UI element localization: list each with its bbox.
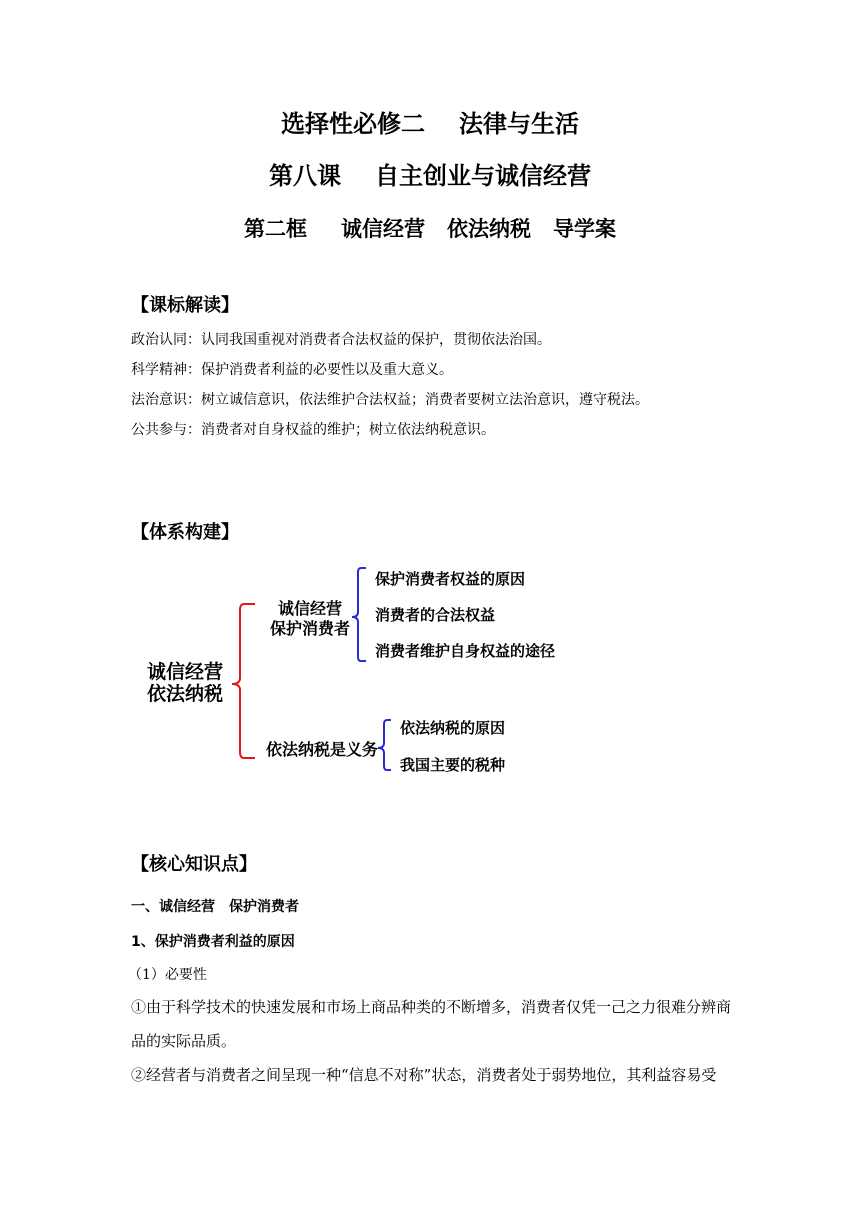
standards-item: 政治认同：认同我国重视对消费者合法权益的保护，贯彻依法治国。 <box>131 332 551 348</box>
branch1-label-2: 保护消费者 <box>269 619 351 638</box>
standards-item: 科学精神：保护消费者利益的必要性以及重大意义。 <box>131 362 453 378</box>
system-heading: 【体系构建】 <box>131 522 239 543</box>
branch1-label-1: 诚信经营 <box>277 599 343 618</box>
standards-heading: 【课标解读】 <box>131 295 239 316</box>
title-frame-name-b: 依法纳税 <box>447 217 531 241</box>
branch1-item: 消费者的合法权益 <box>375 606 496 624</box>
branch1-bracket <box>352 568 366 661</box>
core-subsection-1: 1、保护消费者利益的原因 <box>131 934 295 950</box>
title-subject: 法律与生活 <box>459 110 579 138</box>
core-paragraph-2-line-1: ②经营者与消费者之间呈现一种“信息不对称”状态，消费者处于弱势地位，其利益容易受 <box>131 1066 717 1084</box>
root-label-1: 诚信经营 <box>146 661 224 683</box>
core-paragraph-1-line-2: 品的实际品质。 <box>131 1032 237 1050</box>
branch2-label: 依法纳税是义务 <box>265 740 379 759</box>
root-bracket <box>232 604 255 758</box>
branch2-item: 依法纳税的原因 <box>400 719 506 737</box>
branch1-item: 保护消费者权益的原因 <box>375 570 526 588</box>
branch2-item: 我国主要的税种 <box>400 756 506 774</box>
standards-item: 公共参与：消费者对自身权益的维护；树立依法纳税意识。 <box>131 422 495 438</box>
branch1-item: 消费者维护自身权益的途径 <box>375 642 556 660</box>
title-frame-name-a: 诚信经营 <box>341 217 425 241</box>
core-heading: 【核心知识点】 <box>131 854 257 875</box>
root-label-2: 依法纳税 <box>146 683 224 705</box>
title-lesson-name: 自主创业与诚信经营 <box>375 162 591 190</box>
title-course: 选择性必修二 <box>281 110 425 138</box>
core-section-1: 一、诚信经营 保护消费者 <box>131 899 299 915</box>
branch2-bracket <box>378 720 391 770</box>
title-lesson: 第八课 <box>269 162 341 190</box>
core-item-1: （1）必要性 <box>128 967 207 983</box>
title-guide: 导学案 <box>553 217 616 241</box>
core-paragraph-1-line-1: ①由于科学技术的快速发展和市场上商品种类的不断增多，消费者仅凭一己之力很难分辨商 <box>131 998 732 1016</box>
title-frame: 第二框 <box>244 217 307 241</box>
standards-item: 法治意识：树立诚信意识，依法维护合法权益；消费者要树立法治意识，遵守税法。 <box>131 392 649 408</box>
